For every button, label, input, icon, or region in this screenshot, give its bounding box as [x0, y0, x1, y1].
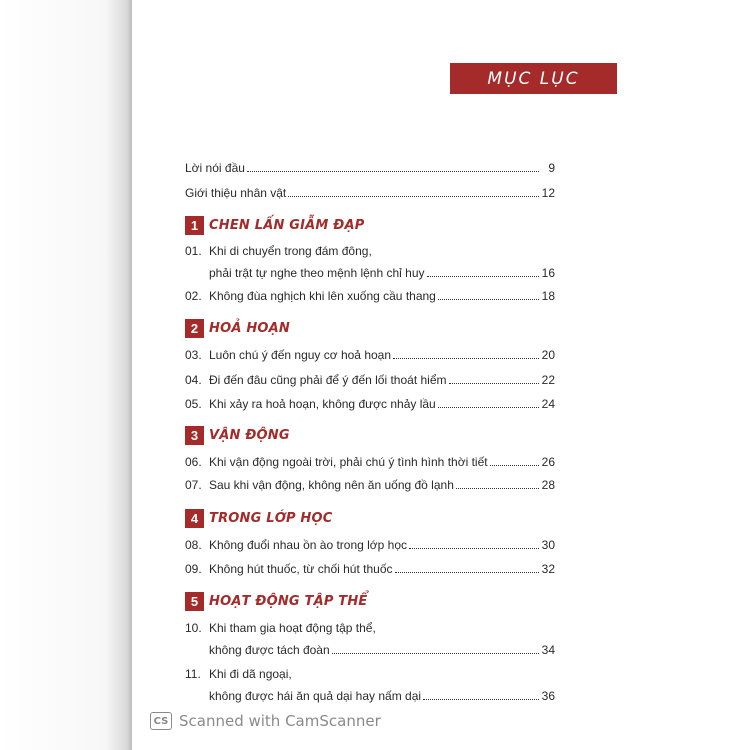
section-heading-4 — [185, 508, 332, 528]
dot-leader — [449, 372, 540, 384]
toc-entry-01 — [185, 243, 555, 259]
dot-leader — [393, 347, 539, 359]
dot-leader — [288, 185, 539, 197]
entry-number: 05. — [185, 397, 202, 411]
toc-entry-07 — [185, 477, 555, 493]
entry-text: Không hút thuốc, từ chối hút thuốc — [209, 562, 393, 576]
entry-text: Khi xảy ra hoả hoạn, không được nhảy lầu — [209, 397, 436, 411]
entry-text: Luôn chú ý đến nguy cơ hoả hoạn — [209, 348, 392, 362]
page-number: 20 — [541, 348, 555, 362]
page-number: 12 — [541, 186, 555, 200]
page-number: 16 — [541, 266, 555, 280]
toc-entry-11 — [185, 666, 555, 682]
entry-number: 08. — [185, 538, 202, 552]
section-heading-5 — [185, 591, 368, 611]
dot-leader — [438, 288, 539, 300]
section-number-badge: 4 — [185, 509, 204, 528]
toc-entry-03 — [185, 347, 555, 363]
entry-text: Lời nói đầu — [185, 161, 245, 175]
entry-text: Khi di chuyển trong đám đông, — [209, 244, 372, 258]
entry-number: 10. — [185, 621, 202, 635]
toc-entry-characters — [185, 185, 555, 201]
entry-text: Sau khi vận động, không nên ăn uống đồ lạnh — [209, 478, 454, 492]
page-number: 32 — [541, 562, 555, 576]
dot-leader — [332, 642, 539, 654]
section-title: TRONG LỚP HỌC — [209, 510, 333, 526]
entry-text: Khi vận động ngoài trời, phải chú ý tình hình thời tiết — [209, 455, 488, 469]
section-title: HOẠT ĐỘNG TẬP THỂ — [209, 593, 368, 609]
entry-text: Khi đi dã ngoại, — [209, 667, 292, 681]
toc-title: MỤC LỤC — [450, 63, 617, 94]
dot-leader — [427, 265, 539, 277]
toc-entry-01-cont — [209, 265, 555, 281]
section-number-badge: 5 — [185, 592, 204, 611]
page-number: 18 — [541, 289, 555, 303]
entry-number: 04. — [185, 373, 202, 387]
page-number: 24 — [541, 397, 555, 411]
page-number: 34 — [541, 643, 555, 657]
camscanner-watermark — [150, 712, 381, 730]
entry-number: 01. — [185, 244, 202, 258]
entry-text: Không đuổi nhau ồn ào trong lớp học — [209, 538, 408, 552]
section-heading-3 — [185, 425, 290, 445]
toc-entry-05 — [185, 396, 555, 412]
entry-text: Đi đến đâu cũng phải để ý đến lối thoát hiểm — [209, 373, 447, 387]
entry-number: 07. — [185, 478, 202, 492]
page-number: 30 — [541, 538, 555, 552]
entry-text: phải trật tự nghe theo mệnh lệnh chỉ huy — [209, 266, 425, 280]
entry-number: 02. — [185, 289, 202, 303]
dot-leader — [456, 477, 539, 489]
section-title: VẬN ĐỘNG — [209, 427, 290, 443]
entry-text: không được tách đoàn — [209, 643, 330, 657]
page-number: 9 — [548, 161, 555, 175]
page-number: 26 — [541, 455, 555, 469]
section-number-badge: 2 — [185, 319, 204, 338]
toc-entry-10 — [185, 620, 555, 636]
toc-entry-08 — [185, 537, 555, 553]
dot-leader — [247, 160, 539, 172]
toc-entry-02 — [185, 288, 555, 304]
dot-leader — [395, 561, 540, 573]
entry-text: Không đùa nghịch khi lên xuống cầu thang — [209, 289, 436, 303]
toc-entry-11-cont — [209, 688, 555, 704]
toc-entry-06 — [185, 454, 555, 470]
camscanner-logo-icon: CS — [150, 712, 172, 730]
section-heading-1 — [185, 215, 364, 235]
toc-entry-intro — [185, 160, 555, 176]
section-heading-2 — [185, 318, 290, 338]
section-number-badge: 1 — [185, 216, 204, 235]
entry-number: 03. — [185, 348, 202, 362]
entry-text: Khi tham gia hoạt động tập thể, — [209, 621, 376, 635]
entry-number: 09. — [185, 562, 202, 576]
dot-leader — [409, 537, 539, 549]
page-number: 28 — [541, 478, 555, 492]
entry-text: Giới thiệu nhân vật — [185, 186, 287, 200]
page-gutter — [0, 0, 132, 750]
section-title: CHEN LẤN GIẪM ĐẠP — [209, 217, 365, 233]
section-title: HOẢ HOẠN — [209, 320, 290, 336]
watermark-text: Scanned with CamScanner — [179, 712, 381, 730]
section-number-badge: 3 — [185, 426, 204, 445]
entry-text: không được hái ăn quả dại hay nấm dại — [209, 689, 422, 703]
toc-entry-10-cont — [209, 642, 555, 658]
page-number: 22 — [541, 373, 555, 387]
dot-leader — [490, 454, 539, 466]
entry-number: 06. — [185, 455, 202, 469]
dot-leader — [423, 688, 539, 700]
toc-entry-09 — [185, 561, 555, 577]
page-number: 36 — [541, 689, 555, 703]
toc-entry-04 — [185, 372, 555, 388]
dot-leader — [438, 396, 539, 408]
entry-number: 11. — [185, 667, 201, 681]
